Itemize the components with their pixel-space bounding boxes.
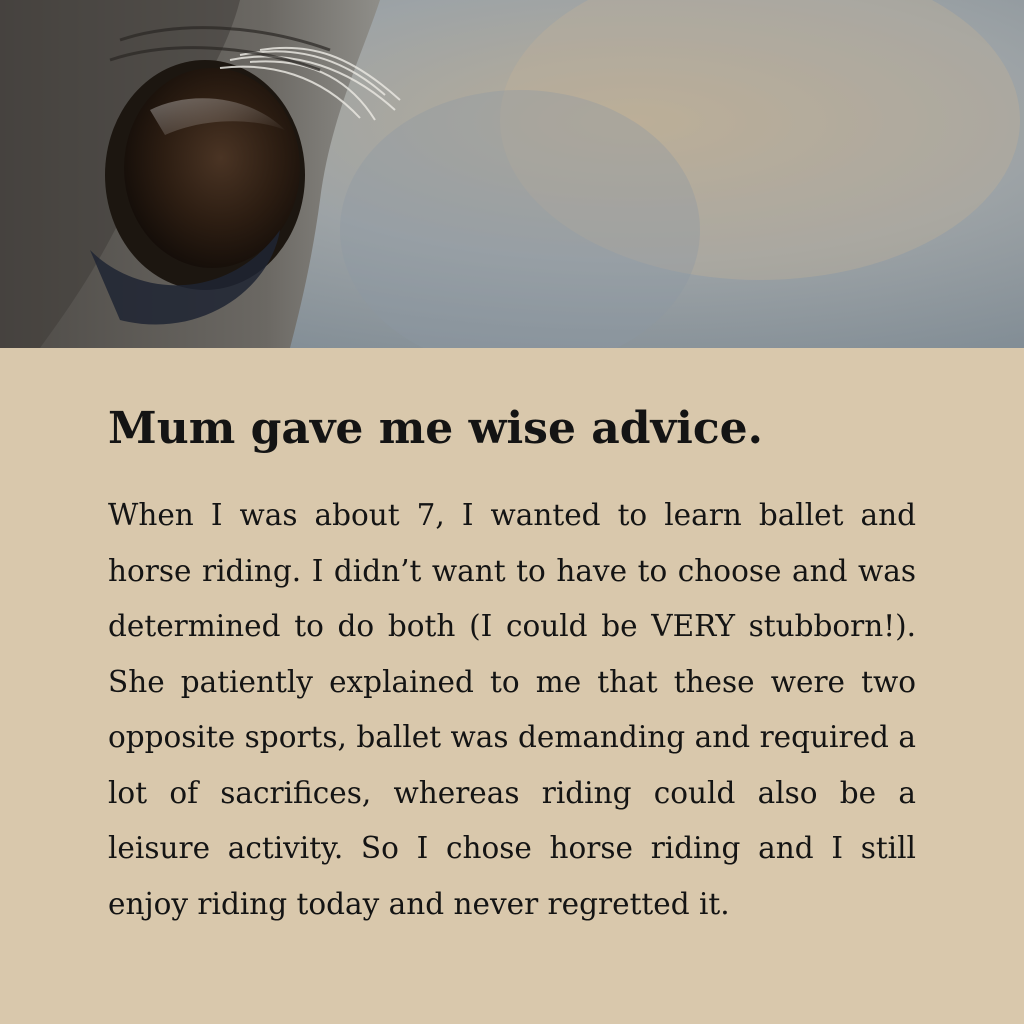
story-body: When I was about 7, I wanted to learn ballet and horse riding. I didn’t want to have to choose and was determined to do both (I could be VERY stubborn!). She patiently explained to me that these were two opposite sports, ballet was demanding and required a lot of sacrifices, whereas riding could also be a leisure activity. So I chose horse riding and I still enjoy riding today and never regretted it. <box>108 498 916 921</box>
horse-eye-photo <box>0 0 1024 348</box>
story-title: Mum gave me wise advice. <box>108 403 763 454</box>
